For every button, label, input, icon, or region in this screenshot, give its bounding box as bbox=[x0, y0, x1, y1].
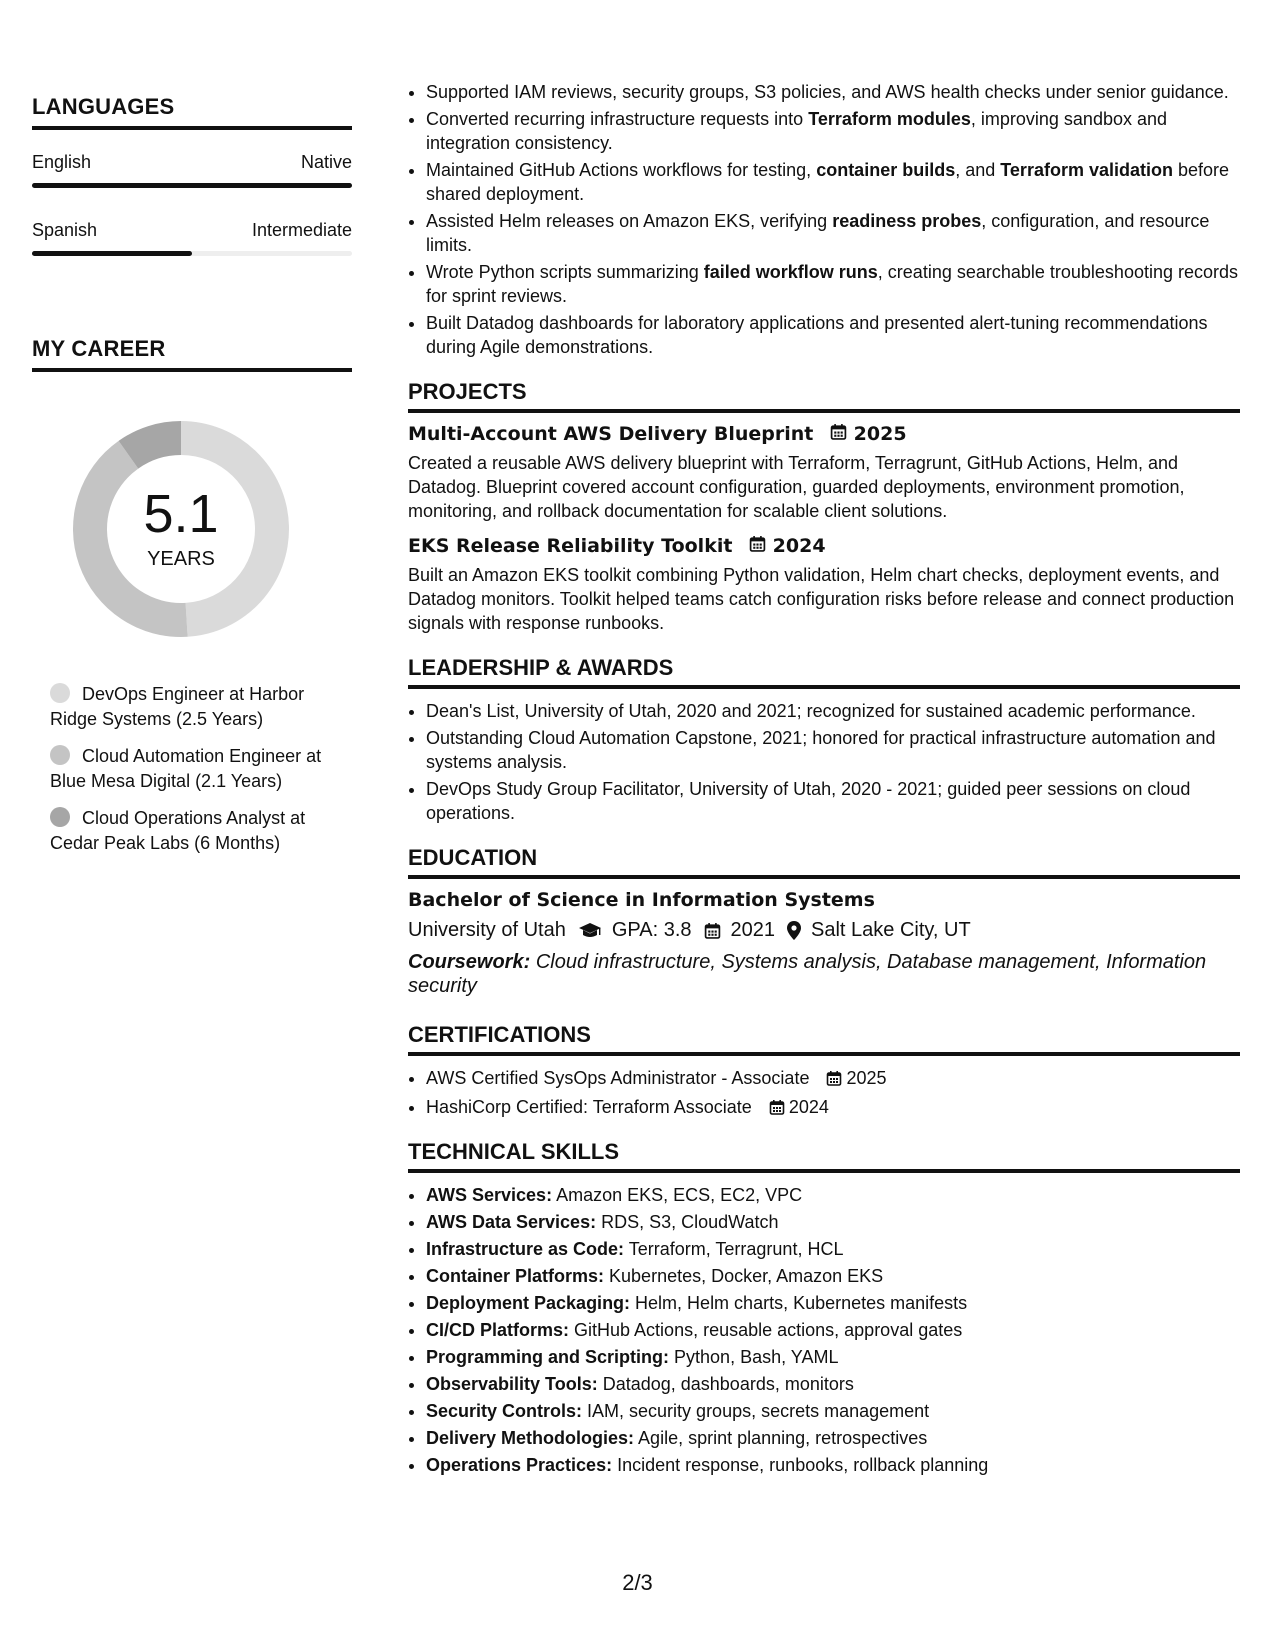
leadership-list bbox=[408, 699, 1240, 825]
calendar-icon bbox=[826, 1070, 842, 1090]
career-total-years: 5.1 bbox=[143, 484, 219, 544]
education-title: EDUCATION bbox=[408, 845, 1240, 879]
legend-label: DevOps Engineer at Harbor Ridge Systems (2.5 Years) bbox=[50, 684, 305, 729]
certification-item bbox=[426, 1095, 1240, 1121]
language-item bbox=[32, 152, 352, 188]
career-legend-item bbox=[50, 744, 340, 794]
career-donut-center bbox=[66, 414, 296, 644]
experience-bullet: • Supported IAM reviews, security groups, S3 policies, and AWS health checks under senior guidance. bbox=[426, 80, 1240, 104]
projects-title: PROJECTS bbox=[408, 379, 1240, 413]
education-gpa: GPA: 3.8 bbox=[611, 919, 692, 941]
skills-title: TECHNICAL SKILLS bbox=[408, 1139, 1240, 1173]
languages-title: LANGUAGES bbox=[32, 94, 352, 130]
career-legend bbox=[50, 682, 340, 856]
language-level: Native bbox=[300, 152, 352, 172]
coursework-text: Cloud infrastructure, Systems analysis, Database management, Information security bbox=[408, 951, 1207, 997]
project-item bbox=[408, 535, 1240, 635]
project-year: 2024 bbox=[772, 535, 826, 557]
project-description: Created a reusable AWS delivery blueprint with Terraform, Terragrunt, GitHub Actions, Helm, and Datadog. Blueprint covered account configuration, guarded deployments, environment promotion, monitoring, and rollback documentation for scalable client solutions. bbox=[408, 453, 1185, 521]
calendar-icon bbox=[830, 423, 847, 445]
language-level: Intermediate bbox=[251, 220, 352, 240]
language-proficiency-fill bbox=[32, 251, 192, 256]
education-school: University of Utah bbox=[408, 919, 566, 941]
skill-item: • Container Platforms: Kubernetes, Docker, Amazon EKS bbox=[426, 1264, 1240, 1288]
project-item bbox=[408, 423, 1240, 523]
calendar-icon bbox=[749, 535, 766, 557]
certifications-title: CERTIFICATIONS bbox=[408, 1022, 1240, 1056]
language-name: Spanish bbox=[32, 220, 98, 240]
experience-bullet: • Wrote Python scripts summarizing failed workflow runs, creating searchable troubleshooting records for sprint reviews. bbox=[426, 260, 1240, 308]
legend-label: Cloud Automation Engineer at Blue Mesa Digital (2.1 Years) bbox=[50, 746, 322, 791]
legend-dot-icon bbox=[50, 683, 70, 703]
coursework-label: Coursework: bbox=[408, 951, 531, 973]
experience-bullet: • Assisted Helm releases on Amazon EKS, verifying readiness probes, configuration, and resource limits. bbox=[426, 209, 1240, 257]
career-total-unit: YEARS bbox=[147, 548, 215, 570]
experience-bullet: • Built Datadog dashboards for laboratory applications and presented alert-tuning recommendations during Agile demonstrations. bbox=[426, 311, 1240, 359]
location-pin-icon bbox=[787, 921, 801, 940]
leadership-item: • Outstanding Cloud Automation Capstone, 2021; honored for practical infrastructure automation and systems analysis. bbox=[426, 726, 1240, 774]
education-degree: Bachelor of Science in Information Systems bbox=[408, 889, 875, 911]
education-location: Salt Lake City, UT bbox=[811, 919, 971, 941]
project-name: EKS Release Reliability Toolkit bbox=[408, 535, 733, 557]
career-legend-item bbox=[50, 682, 340, 732]
skill-item: • CI/CD Platforms: GitHub Actions, reusable actions, approval gates bbox=[426, 1318, 1240, 1342]
legend-dot-icon bbox=[50, 807, 70, 827]
language-proficiency-bar bbox=[32, 183, 352, 188]
career-title: MY CAREER bbox=[32, 336, 352, 372]
page-number: 2/3 bbox=[622, 1570, 653, 1595]
skill-item: • Programming and Scripting: Python, Bash, YAML bbox=[426, 1345, 1240, 1369]
legend-label: Cloud Operations Analyst at Cedar Peak Labs (6 Months) bbox=[50, 808, 306, 853]
certification-year: 2024 bbox=[788, 1097, 829, 1117]
skill-item: • AWS Services: Amazon EKS, ECS, EC2, VPC bbox=[426, 1183, 1240, 1207]
skill-item: • AWS Data Services: RDS, S3, CloudWatch bbox=[426, 1210, 1240, 1234]
skill-item: • Delivery Methodologies: Agile, sprint planning, retrospectives bbox=[426, 1426, 1240, 1450]
certification-item bbox=[426, 1066, 1240, 1092]
project-year: 2025 bbox=[853, 423, 907, 445]
certification-name: HashiCorp Certified: Terraform Associate bbox=[426, 1097, 752, 1117]
skill-item: • Observability Tools: Datadog, dashboards, monitors bbox=[426, 1372, 1240, 1396]
education-details bbox=[408, 919, 1240, 942]
certification-name: AWS Certified SysOps Administrator - Associate bbox=[426, 1068, 810, 1088]
career-legend-item bbox=[50, 806, 340, 856]
leadership-item: • Dean's List, University of Utah, 2020 and 2021; recognized for sustained academic performance. bbox=[426, 699, 1240, 723]
leadership-item: • DevOps Study Group Facilitator, University of Utah, 2020 - 2021; guided peer sessions on cloud operations. bbox=[426, 777, 1240, 825]
skill-item: • Deployment Packaging: Helm, Helm charts, Kubernetes manifests bbox=[426, 1291, 1240, 1315]
education-year: 2021 bbox=[730, 919, 776, 941]
skill-item: • Operations Practices: Incident response, runbooks, rollback planning bbox=[426, 1453, 1240, 1477]
language-proficiency-bar bbox=[32, 251, 352, 256]
project-description: Built an Amazon EKS toolkit combining Python validation, Helm chart checks, deployment events, and Datadog monitors. Toolkit helped teams catch configuration risks before release and connect production signals with response runbooks. bbox=[408, 565, 1235, 633]
certifications-list bbox=[408, 1066, 1240, 1121]
legend-dot-icon bbox=[50, 745, 70, 765]
skills-list bbox=[408, 1183, 1240, 1477]
certification-year: 2025 bbox=[846, 1068, 887, 1088]
language-item bbox=[32, 220, 352, 256]
experience-bullets bbox=[408, 80, 1240, 359]
experience-bullet: • Maintained GitHub Actions workflows for testing, container builds, and Terraform validation before shared deployment. bbox=[426, 158, 1240, 206]
education-coursework bbox=[408, 950, 1240, 998]
language-name: English bbox=[32, 152, 92, 172]
project-name: Multi-Account AWS Delivery Blueprint bbox=[408, 423, 814, 445]
experience-bullet: • Converted recurring infrastructure requests into Terraform modules, improving sandbox and integration consistency. bbox=[426, 107, 1240, 155]
graduation-cap-icon bbox=[578, 922, 602, 940]
skill-item: • Infrastructure as Code: Terraform, Terragrunt, HCL bbox=[426, 1237, 1240, 1261]
calendar-icon bbox=[704, 922, 721, 939]
skill-item: • Security Controls: IAM, security groups, secrets management bbox=[426, 1399, 1240, 1423]
main-content bbox=[408, 80, 1240, 1480]
calendar-icon bbox=[769, 1099, 785, 1119]
sidebar bbox=[32, 94, 352, 868]
leadership-title: LEADERSHIP & AWARDS bbox=[408, 655, 1240, 689]
language-proficiency-fill bbox=[32, 183, 352, 188]
career-donut-chart bbox=[66, 414, 296, 644]
